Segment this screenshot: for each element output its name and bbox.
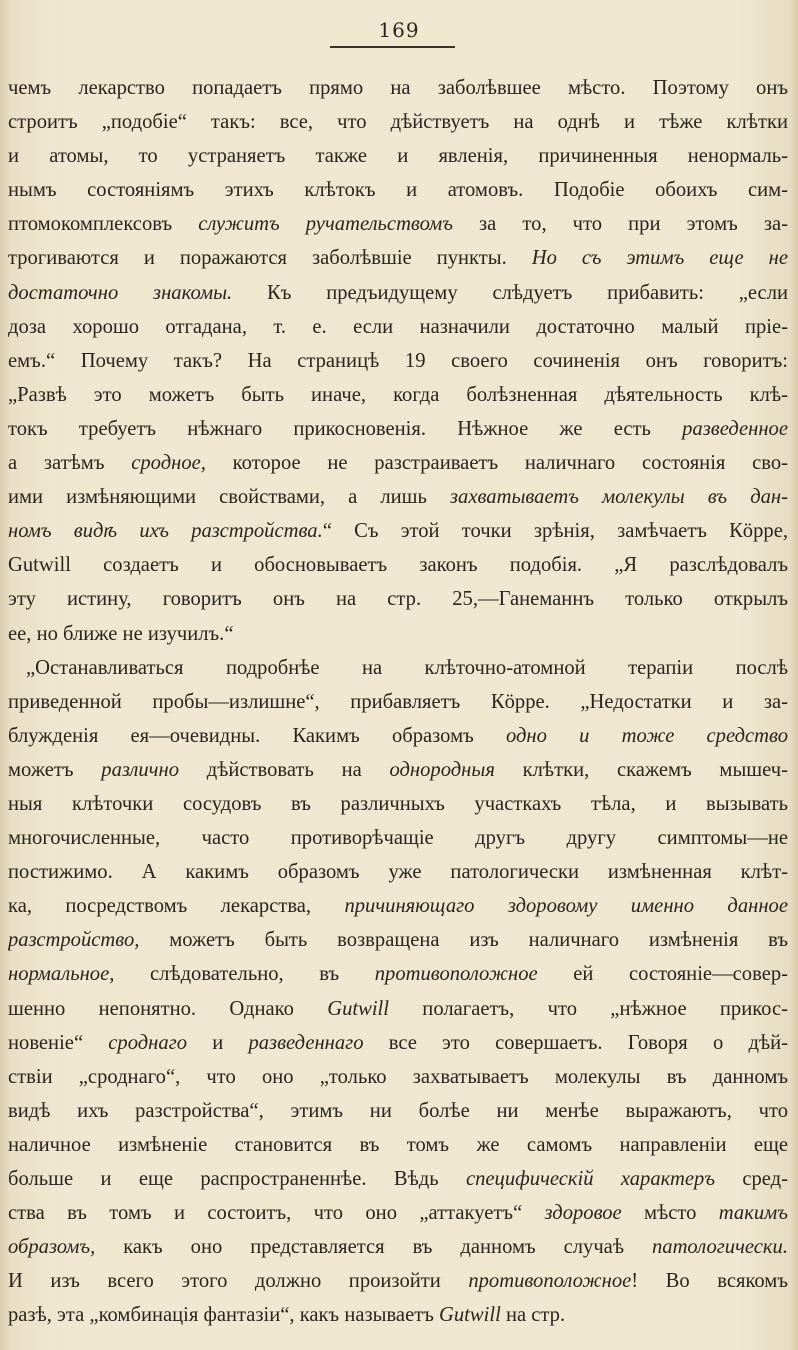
text-line bbox=[8, 1230, 788, 1264]
italic-text-span: разстройство, bbox=[8, 929, 140, 952]
italic-text-span: служитъ ручательствомъ bbox=[198, 213, 453, 236]
text-span: видѣ ихъ разстройства“, этимъ ни болѣе ни менѣе выражаютъ, что bbox=[8, 1099, 788, 1122]
italic-text-span: здоровое bbox=[544, 1202, 622, 1225]
text-line bbox=[8, 105, 788, 139]
italic-text-span: такимъ bbox=[718, 1202, 788, 1225]
text-line bbox=[8, 1026, 788, 1060]
italic-text-span: Gutwill bbox=[327, 997, 389, 1020]
text-line bbox=[8, 787, 788, 821]
italic-text-span: различно bbox=[101, 758, 180, 781]
italic-text-span: Gutwill bbox=[439, 1304, 501, 1327]
text-line bbox=[8, 719, 788, 753]
text-span: больше и еще распространеннѣе. Вѣдь bbox=[8, 1168, 466, 1190]
text-span: приведенной пробы—излишне“, прибавляетъ Кöрре. „Недостатки и за- bbox=[8, 690, 788, 713]
text-line bbox=[8, 855, 788, 889]
text-span: мѣсто bbox=[621, 1202, 719, 1225]
text-line bbox=[8, 582, 788, 616]
text-line bbox=[8, 1196, 788, 1230]
text-span: И изъ всего этого должно произойти bbox=[8, 1270, 469, 1293]
text-line bbox=[8, 821, 788, 855]
text-span: эту истину, говоритъ онъ на стр. 25,—Ганеманнъ только открылъ bbox=[8, 588, 788, 611]
text-span: ! Во всякомъ bbox=[631, 1270, 788, 1293]
text-span: доза хорошо отгадана, т. е. если назначили достаточно малый пріе- bbox=[8, 315, 788, 338]
text-line bbox=[8, 1128, 788, 1162]
text-line bbox=[8, 1264, 788, 1298]
text-span: можетъ bbox=[8, 758, 102, 781]
text-line bbox=[8, 753, 788, 787]
text-line bbox=[8, 1162, 788, 1196]
text-line bbox=[8, 992, 788, 1026]
text-line bbox=[8, 139, 788, 173]
italic-text-span: нормальное, bbox=[8, 963, 115, 986]
text-line bbox=[8, 514, 788, 548]
text-line bbox=[8, 1094, 788, 1128]
text-line bbox=[8, 685, 788, 719]
text-span: „Останавливаться подробнѣе на клѣточно-атомной терапіи послѣ bbox=[26, 656, 788, 679]
text-line bbox=[8, 548, 788, 582]
text-span: емъ.“ Почему такъ? На страницѣ 19 своего сочиненія онъ говоритъ: bbox=[8, 349, 788, 372]
italic-text-span: захватываетъ молекулы въ дан- bbox=[450, 486, 788, 509]
text-span: и атомы, то устраняетъ также и явленія, причиненныя ненормаль- bbox=[8, 145, 788, 168]
text-span: трогиваются и поражаются заболѣвшіе пункты. bbox=[8, 247, 532, 270]
text-span: все это совершаетъ. Говоря о дѣй- bbox=[363, 1031, 788, 1054]
italic-text-span: разведеннаго bbox=[248, 1031, 364, 1054]
text-line bbox=[8, 344, 788, 378]
text-span: разѣ, эта „комбинація фантазіи“, какъ называетъ bbox=[8, 1304, 440, 1327]
italic-text-span: разведенное bbox=[682, 417, 788, 440]
italic-text-span: образомъ, bbox=[8, 1236, 96, 1259]
text-span: наличное измѣненіе становится въ томъ же самомъ направленіи еще bbox=[8, 1133, 788, 1156]
text-span: слѣдовательно, въ bbox=[114, 963, 375, 986]
italic-text-span: номъ видѣ ихъ разстройства. bbox=[8, 520, 323, 543]
text-span: можетъ быть возвращена изъ наличнаго измѣненія въ bbox=[139, 929, 788, 952]
text-span: строитъ „подобіе“ такъ: все, что дѣйствуетъ на однѣ и тѣже клѣтки bbox=[8, 111, 788, 134]
text-line bbox=[8, 173, 788, 207]
text-line bbox=[8, 1298, 788, 1332]
text-span: которое не разстраиваетъ наличнаго состоянія сво- bbox=[205, 452, 788, 475]
text-line bbox=[8, 1060, 788, 1094]
text-span: за то, что при этомъ за- bbox=[452, 213, 788, 236]
text-span: полагаетъ, что „нѣжное прикос- bbox=[389, 997, 788, 1020]
text-span: ими измѣняющими свойствами, а лишь bbox=[8, 486, 450, 509]
text-line bbox=[8, 276, 788, 310]
text-span: постижимо. А какимъ образомъ уже патологически измѣненная клѣт- bbox=[8, 861, 788, 884]
italic-text-span: причиняющаго здоровому именно данное bbox=[344, 895, 788, 918]
text-span: а затѣмъ bbox=[8, 452, 132, 475]
text-span: блужденія ея—очевидны. Какимъ образомъ bbox=[8, 724, 506, 747]
page-number: 169 bbox=[378, 18, 420, 42]
italic-text-span: Но съ этимъ еще не bbox=[531, 247, 788, 270]
text-span: „Развѣ это можетъ быть иначе, когда болѣзненная дѣятельность клѣ- bbox=[8, 383, 788, 406]
text-span: дѣйствовать на bbox=[179, 758, 390, 781]
text-span: ей состояніе—совер- bbox=[537, 963, 788, 986]
text-line bbox=[8, 617, 788, 651]
text-span: какъ оно представляется въ данномъ случаѣ bbox=[95, 1236, 652, 1259]
text-span: шенно непонятно. Однако bbox=[8, 997, 328, 1020]
text-span: сред- bbox=[715, 1168, 788, 1190]
text-line bbox=[8, 207, 788, 241]
text-line bbox=[8, 480, 788, 514]
text-line bbox=[8, 446, 788, 480]
text-span: новеніе“ bbox=[8, 1031, 109, 1054]
text-span: Къ предъидущему слѣдуетъ прибавить: „если bbox=[232, 281, 788, 304]
text-line bbox=[8, 651, 788, 685]
italic-text-span: сроднаго bbox=[108, 1031, 188, 1054]
text-span: на стр. bbox=[500, 1304, 566, 1327]
text-span: ства въ томъ и состоитъ, что оно „аттакуетъ“ bbox=[8, 1202, 545, 1225]
text-span: и bbox=[187, 1031, 249, 1054]
italic-text-span: противоположное bbox=[374, 963, 538, 986]
italic-text-span: противоположное bbox=[468, 1270, 632, 1293]
italic-text-span: сродное, bbox=[131, 452, 206, 475]
text-line bbox=[8, 71, 788, 105]
italic-text-span: однородныя bbox=[389, 758, 495, 781]
text-line bbox=[8, 923, 788, 957]
italic-text-span: специфическій характеръ bbox=[465, 1168, 716, 1190]
text-line bbox=[8, 378, 788, 412]
text-line bbox=[8, 889, 788, 923]
text-line bbox=[8, 241, 788, 275]
italic-text-span: патологически. bbox=[651, 1236, 788, 1259]
text-span: ка, посредствомъ лекарства, bbox=[8, 895, 345, 918]
text-span: ствіи „сроднаго“, что оно „только захватываетъ молекулы въ данномъ bbox=[8, 1065, 788, 1088]
text-span: ныя клѣточки сосудовъ въ различныхъ участкахъ тѣла, и вызывать bbox=[8, 792, 788, 815]
text-span: птомокомплексовъ bbox=[8, 213, 199, 236]
text-line bbox=[8, 957, 788, 991]
body-text bbox=[8, 71, 788, 1332]
text-span: клѣтки, скажемъ мышеч- bbox=[494, 758, 788, 781]
italic-text-span: одно и тоже средство bbox=[505, 724, 788, 747]
text-line bbox=[8, 412, 788, 446]
page-number-rule bbox=[330, 46, 455, 48]
text-span: “ Съ этой точки зрѣнія, замѣчаетъ Кöрре, bbox=[322, 520, 788, 543]
text-span: чемъ лекарство попадаетъ прямо на заболѣвшее мѣсто. Поэтому онъ bbox=[8, 77, 788, 99]
italic-text-span: достаточно знакомы. bbox=[8, 281, 233, 304]
text-line bbox=[8, 310, 788, 344]
text-span: многочисленные, часто противорѣчащіе другъ другу симптомы—не bbox=[8, 827, 788, 850]
text-span: нымъ состояніямъ этихъ клѣтокъ и атомовъ. Подобіе обоихъ сим- bbox=[8, 179, 788, 202]
text-span: токъ требуетъ нѣжнаго прикосновенія. Нѣжное же есть bbox=[8, 417, 683, 440]
text-span: ее, но ближе не изучилъ.“ bbox=[8, 622, 234, 645]
text-span: Gutwill создаетъ и обосновываетъ законъ подобія. „Я разслѣдовалъ bbox=[8, 554, 788, 577]
